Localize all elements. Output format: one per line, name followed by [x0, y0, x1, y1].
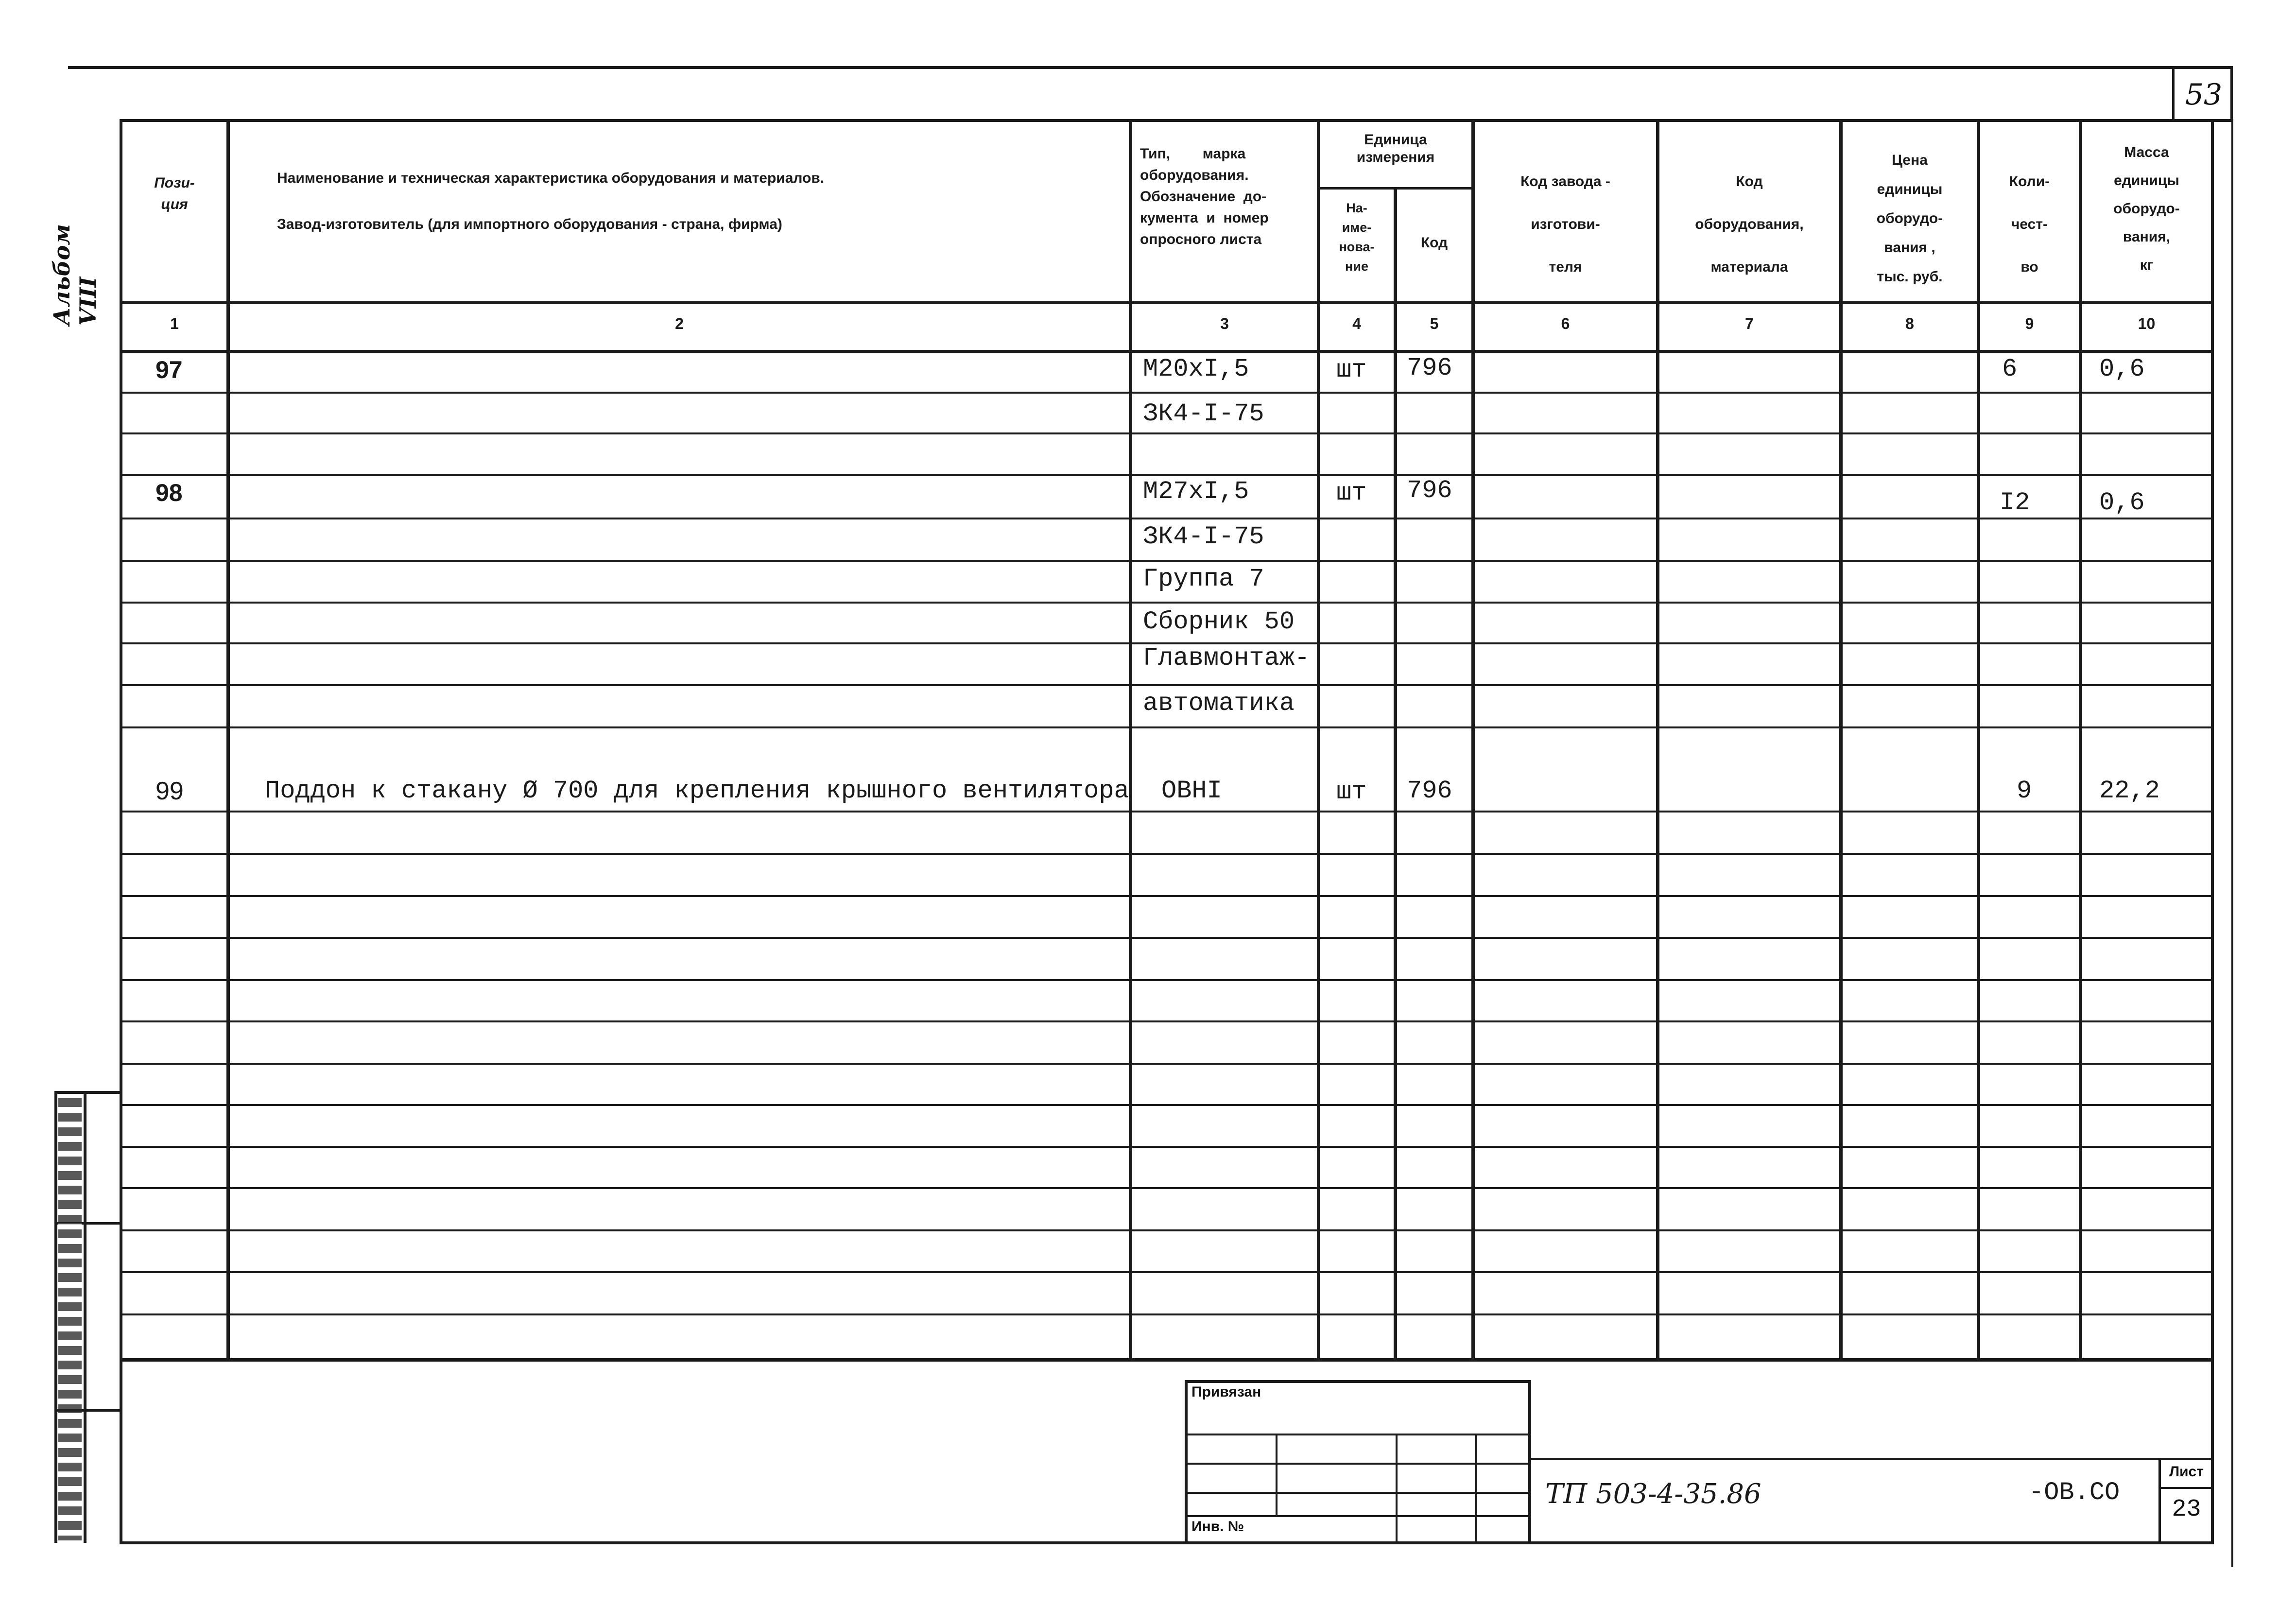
row-line: [120, 726, 2214, 728]
row-98-type-2: ЗК4-I-75: [1143, 522, 1264, 551]
row-line: [120, 937, 2214, 939]
row-98-quantity: I2: [2000, 488, 2030, 517]
stamp-top: [1185, 1380, 1531, 1383]
row-97-mass: 0,6: [2099, 355, 2145, 383]
row-line: [120, 474, 2214, 476]
side-stamp-mid: [84, 1091, 86, 1543]
row-line: [120, 1313, 2214, 1315]
col-line-5: [1471, 119, 1475, 1361]
row-97-type: М20хI,5: [1143, 355, 1249, 383]
header-price: Цена единицы оборудо- вания , тыс. руб.: [1876, 152, 1943, 285]
row-97-type-2: ЗК4-I-75: [1143, 399, 1264, 428]
row-97-code: 796: [1407, 354, 1452, 382]
stamp-inventory-label: Инв. №: [1191, 1519, 1244, 1535]
row-98-unit: шт: [1336, 479, 1367, 507]
row-99-name: Поддон к стакану Ø 700 для крепления крышного вентилятора: [265, 777, 1129, 805]
side-album-label: Альбом VIII: [49, 224, 101, 326]
row-98-type-6: автоматика: [1143, 689, 1295, 718]
column-number: 3: [1220, 315, 1229, 332]
row-line: [120, 1104, 2214, 1106]
row-99-quantity: 9: [2017, 777, 2032, 805]
row-98-type-5: Главмонтаж-: [1143, 644, 1310, 673]
table-bottom-line: [120, 1358, 2214, 1362]
row-line: [120, 1146, 2214, 1148]
column-number: 5: [1430, 315, 1439, 332]
header-type: Тип, марка оборудования. Обозначение до- кумента и номер опросного листа: [1140, 146, 1269, 247]
row-line: [120, 1187, 2214, 1189]
stamp-right: [1528, 1380, 1531, 1543]
column-number: 2: [675, 315, 684, 332]
stamp-bound-label: Привязан: [1191, 1384, 1261, 1400]
row-line: [120, 602, 2214, 604]
header-factory-code: Код завода - изготови- теля: [1520, 173, 1610, 275]
column-number: 7: [1745, 315, 1754, 332]
stamp-row-line: [1185, 1434, 1531, 1435]
header-unit-name: На- име- нова- ние: [1339, 201, 1375, 274]
sheet-number: 23: [2172, 1496, 2201, 1523]
col-line-2: [1129, 119, 1132, 1361]
row-line: [120, 684, 2214, 686]
col-line-3: [1317, 119, 1320, 1361]
row-line: [120, 811, 2214, 812]
row-98-code: 796: [1407, 476, 1452, 505]
column-number-line: [120, 350, 2214, 353]
stamp-row-line: [1185, 1463, 1531, 1465]
column-number: 4: [1352, 315, 1361, 332]
row-line: [120, 432, 2214, 434]
column-number: 6: [1561, 315, 1570, 332]
row-99-type: ОВНI: [1161, 777, 1222, 805]
row-97-position: 97: [155, 356, 183, 383]
row-line: [120, 895, 2214, 897]
col-line-7: [1839, 119, 1843, 1361]
col-line-1: [226, 119, 230, 1361]
stamp-left: [1185, 1380, 1188, 1543]
side-stamp-left: [54, 1091, 57, 1543]
corner-box-right: [2230, 66, 2233, 121]
row-98-mass: 0,6: [2099, 488, 2145, 517]
header-name-line1: Наименование и техническая характеристика оборудования и материалов.: [277, 170, 825, 186]
header-name-line2: Завод-изготовитель (для импортного оборудования - страна, фирма): [277, 216, 782, 232]
row-line: [120, 979, 2214, 981]
column-number: 9: [2025, 315, 2034, 332]
col-line-9: [2079, 119, 2082, 1361]
col-line-4: [1394, 187, 1397, 1361]
designation-top-line: [1528, 1458, 2213, 1460]
row-line: [120, 392, 2214, 394]
stamp-row-line: [1185, 1492, 1531, 1494]
row-98-type-3: Группа 7: [1143, 565, 1264, 593]
header-unit-code: Код: [1420, 235, 1448, 251]
header-bottom-line: [120, 301, 2214, 304]
row-line: [120, 1063, 2214, 1065]
row-97-quantity: 6: [2002, 355, 2018, 383]
col-line-8: [1977, 119, 1980, 1361]
header-equipment-code: Код оборудования, материала: [1695, 173, 1804, 275]
frame-right-border: [2211, 119, 2214, 1543]
row-line: [120, 853, 2214, 855]
row-99-position: 99: [155, 777, 184, 805]
side-stamp-top: [54, 1091, 122, 1094]
corner-box-left: [2172, 66, 2175, 121]
side-stamp-signature: [58, 1098, 82, 1540]
row-97-unit: шт: [1336, 356, 1367, 384]
column-number: 1: [170, 315, 179, 332]
document-suffix: -ОВ.СО: [2029, 1478, 2120, 1507]
row-line: [120, 1271, 2214, 1273]
column-number: 10: [2138, 315, 2156, 332]
row-98-position: 98: [155, 479, 183, 506]
frame-bottom-border: [120, 1541, 2214, 1544]
row-line: [120, 1229, 2214, 1231]
row-line: [120, 518, 2214, 519]
stamp-col-line: [1396, 1434, 1398, 1543]
stamp-row-line: [1185, 1515, 1531, 1517]
unit-group-divider: [1317, 187, 1474, 190]
header-position: Пози- ция: [154, 175, 195, 212]
sheet-box-divider: [2158, 1487, 2212, 1489]
document-code: ТП 503-4-35.86: [1545, 1478, 1761, 1510]
sheet-corner-number: 53: [2185, 78, 2223, 112]
row-99-unit: шт: [1336, 778, 1367, 806]
header-quantity: Коли- чест- во: [2009, 173, 2050, 275]
row-line: [120, 1020, 2214, 1022]
header-unit-group: Единица измерения: [1356, 132, 1435, 165]
row-99-mass: 22,2: [2099, 777, 2160, 805]
table-top-border: [120, 119, 2232, 122]
sheet-top-border: [68, 66, 2231, 69]
row-98-type-4: Сборник 50: [1143, 607, 1295, 636]
col-line-6: [1656, 119, 1659, 1361]
sheet-label: Лист: [2169, 1464, 2204, 1480]
row-99-code: 796: [1407, 777, 1452, 805]
column-number: 8: [1905, 315, 1914, 332]
row-98-type: М27хI,5: [1143, 477, 1249, 506]
stamp-col-line: [1475, 1434, 1477, 1543]
row-line: [120, 560, 2214, 562]
stamp-col-line: [1276, 1434, 1277, 1515]
right-margin-line: [2231, 119, 2233, 1567]
header-mass: Масса единицы оборудо- вания, кг: [2113, 144, 2180, 273]
